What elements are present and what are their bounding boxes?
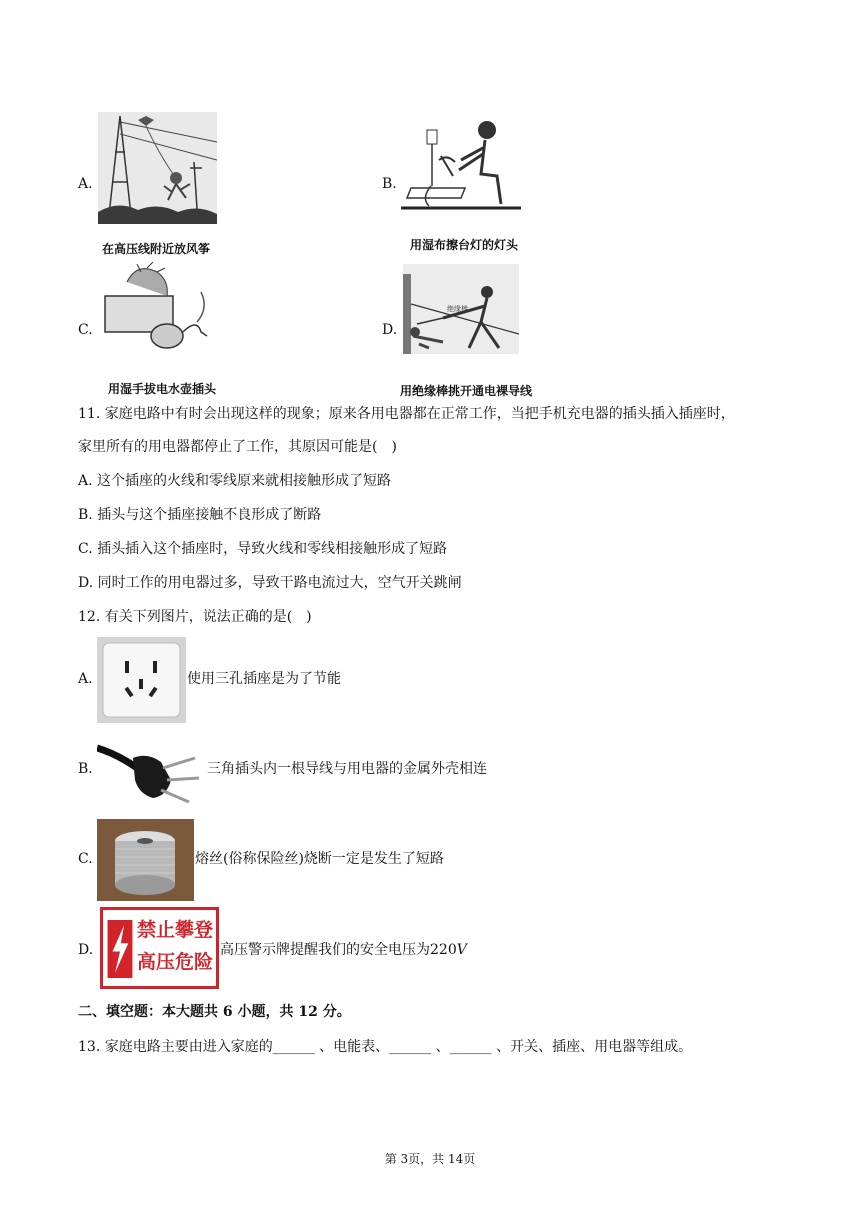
- footer-mid: 页，共: [408, 1152, 448, 1166]
- q10-rod-image-label: 绝缘棒: [447, 305, 468, 313]
- q12-option-d-text: [220, 940, 467, 960]
- footer-total-pages: 14: [448, 1152, 464, 1166]
- section2-heading-post: 分。: [317, 1004, 351, 1020]
- q12-stem: 12. 有关下列图片，说法正确的是( ): [78, 609, 312, 625]
- section2-heading: [78, 1002, 351, 1022]
- q11-stem-line1: 11. 家庭电路中有时会出现这样的现象；原来各用电器都在正常工作，当把手机充电器的插头插入插座时，: [78, 406, 735, 422]
- q10-lamp-image: [401, 116, 521, 216]
- q11-option-d: D. 同时工作的用电器过多，导致干路电流过大，空气开关跳闸: [78, 575, 462, 591]
- q12-option-a-text: 使用三孔插座是为了节能: [187, 671, 341, 687]
- q12-option-d-unit: V: [456, 942, 467, 958]
- section2-heading-mid: 小题，共: [232, 1004, 299, 1020]
- q10-option-c-letter: C.: [78, 322, 93, 338]
- q12-option-a-letter: A.: [78, 671, 93, 687]
- q10-option-b-caption: 用湿布擦台灯的灯头: [410, 238, 519, 252]
- q10-option-a-letter: A.: [78, 176, 93, 192]
- q10-option-d-letter: D.: [382, 322, 398, 338]
- section2-total-score: 12: [298, 1004, 318, 1020]
- q10-option-d-caption: 用绝缘棒挑开通电裸导线: [400, 384, 533, 398]
- q10-rod-image: [403, 264, 519, 354]
- q11-option-a: A. 这个插座的火线和零线原来就相接触形成了短路: [78, 473, 392, 489]
- q12-option-c-text: 熔丝(俗称保险丝)烧断一定是发生了短路: [195, 851, 444, 867]
- q12-option-d-text-main: 高压警示牌提醒我们的安全电压为: [220, 942, 430, 958]
- q10-kettle-image: [97, 262, 215, 352]
- q11-option-b: B. 插头与这个插座接触不良形成了断路: [78, 507, 322, 523]
- q11-option-c: C. 插头插入这个插座时，导致火线和零线相接触形成了短路: [78, 541, 448, 557]
- q12-option-c-letter: C.: [78, 851, 93, 867]
- q10-option-a-caption: 在高压线附近放风筝: [102, 242, 211, 256]
- q10-option-b-letter: B.: [382, 176, 397, 192]
- q12-fuse-wire-image: [97, 819, 194, 901]
- q12-option-d-letter: D.: [78, 942, 94, 958]
- q12-option-b-letter: B.: [78, 761, 93, 777]
- footer-post: 页: [463, 1152, 476, 1166]
- q12-socket-image: [97, 637, 186, 723]
- q10-option-c-caption: 用湿手拔电水壶插头: [108, 382, 217, 396]
- q10-kite-image: [98, 112, 217, 224]
- lightning-icon: [107, 920, 133, 978]
- q12-plug-image: [97, 728, 206, 812]
- page-footer: [0, 1150, 860, 1167]
- section2-heading-pre: 二、填空题：本大题共: [78, 1004, 223, 1020]
- footer-page-number: 3: [400, 1152, 409, 1166]
- q13-stem: 13. 家庭电路主要由进入家庭的______ 、电能表、______ 、______ 、开关、插座、用电器等组成。: [78, 1039, 693, 1055]
- sign-text-line1: 禁止攀登: [137, 919, 214, 941]
- q12-warning-sign: [100, 907, 219, 989]
- sign-text-line2: 高压危险: [137, 951, 214, 973]
- q12-option-d-value: 220: [430, 942, 457, 958]
- q11-stem-line2: 家里所有的用电器都停止了工作，其原因可能是( ): [78, 439, 397, 455]
- footer-pre: 第: [384, 1152, 401, 1166]
- section2-question-count: 6: [222, 1004, 233, 1020]
- q12-option-b-text: 三角插头内一根导线与用电器的金属外壳相连: [207, 761, 487, 777]
